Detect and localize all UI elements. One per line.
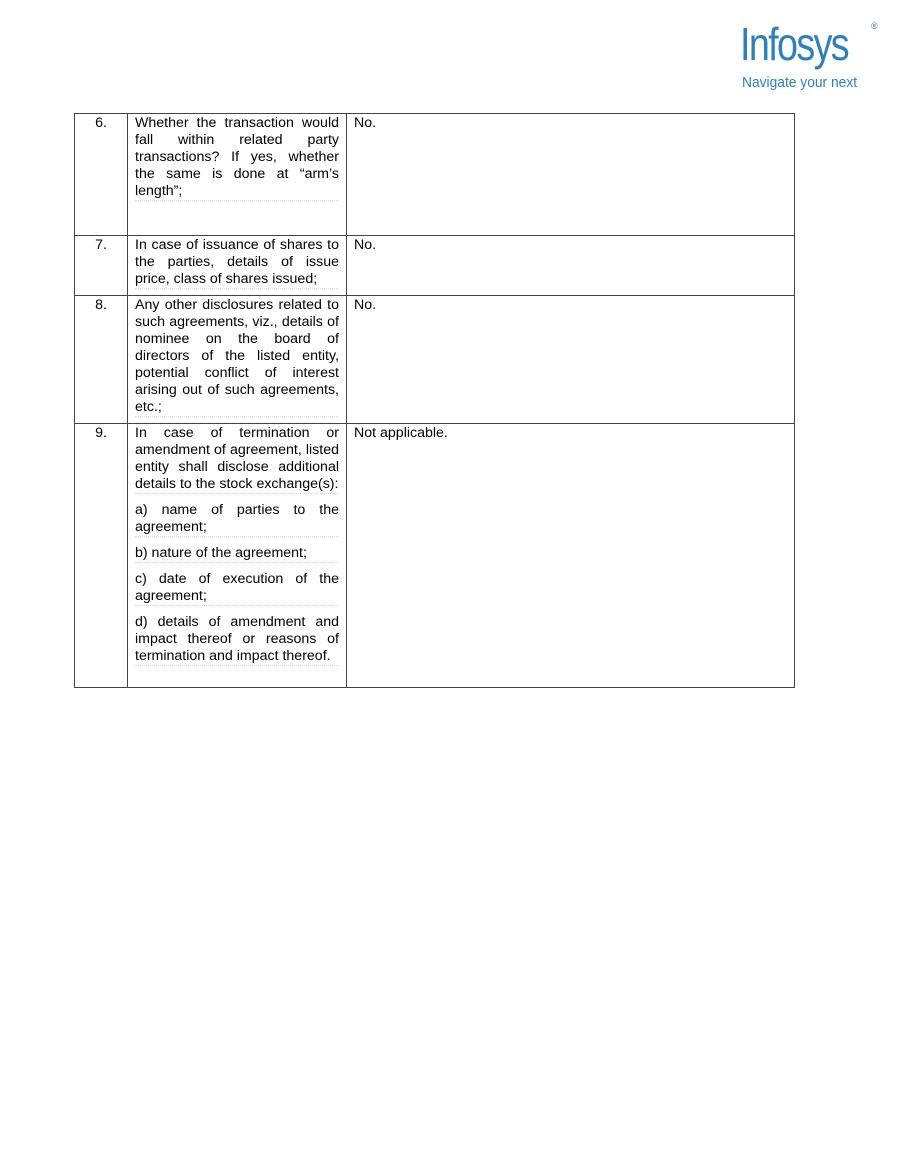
- question-paragraph: d) details of amendment and impact thereof or reasons of termination and impact thereof.: [135, 614, 339, 664]
- question-text: In case of issuance of shares to the parties, details of issue price, class of shares issued;: [135, 237, 339, 287]
- row-number: 7.: [75, 236, 128, 296]
- question-paragraph: b) nature of the agreement;: [135, 545, 339, 563]
- row-answer: No.: [347, 236, 795, 296]
- row-question: [128, 296, 347, 424]
- table-row: [75, 424, 795, 688]
- row-number: 6.: [75, 114, 128, 236]
- row-question: [128, 114, 347, 236]
- infosys-logo: [740, 18, 885, 98]
- table-row: [75, 114, 795, 236]
- table-row: [75, 236, 795, 296]
- table-row: [75, 296, 795, 424]
- row-answer: No.: [347, 296, 795, 424]
- row-answer: Not applicable.: [347, 424, 795, 688]
- row-answer: No.: [347, 114, 795, 236]
- logo-wordmark: Infosys: [740, 18, 849, 70]
- question-text: Any other disclosures related to such agreements, viz., details of nominee on the board of directors of the listed entity, potential conflict of interest arising out of such agreements, etc.;: [135, 297, 339, 415]
- question-text: Whether the transaction would fall within related party transactions? If yes, whether the same is done at “arm’s length”;: [135, 115, 339, 199]
- row-question: [128, 424, 347, 688]
- question-paragraph: In case of termination or amendment of agreement, listed entity shall disclose additional details to the stock exchange(s):: [135, 425, 339, 492]
- disclosure-table: [74, 113, 795, 688]
- question-paragraph: a) name of parties to the agreement;: [135, 502, 339, 535]
- row-question: [128, 236, 347, 296]
- logo-tagline: Navigate your next: [742, 74, 858, 91]
- row-number: 8.: [75, 296, 128, 424]
- registered-mark: ®: [871, 21, 878, 31]
- question-paragraph: c) date of execution of the agreement;: [135, 571, 339, 604]
- row-number: 9.: [75, 424, 128, 688]
